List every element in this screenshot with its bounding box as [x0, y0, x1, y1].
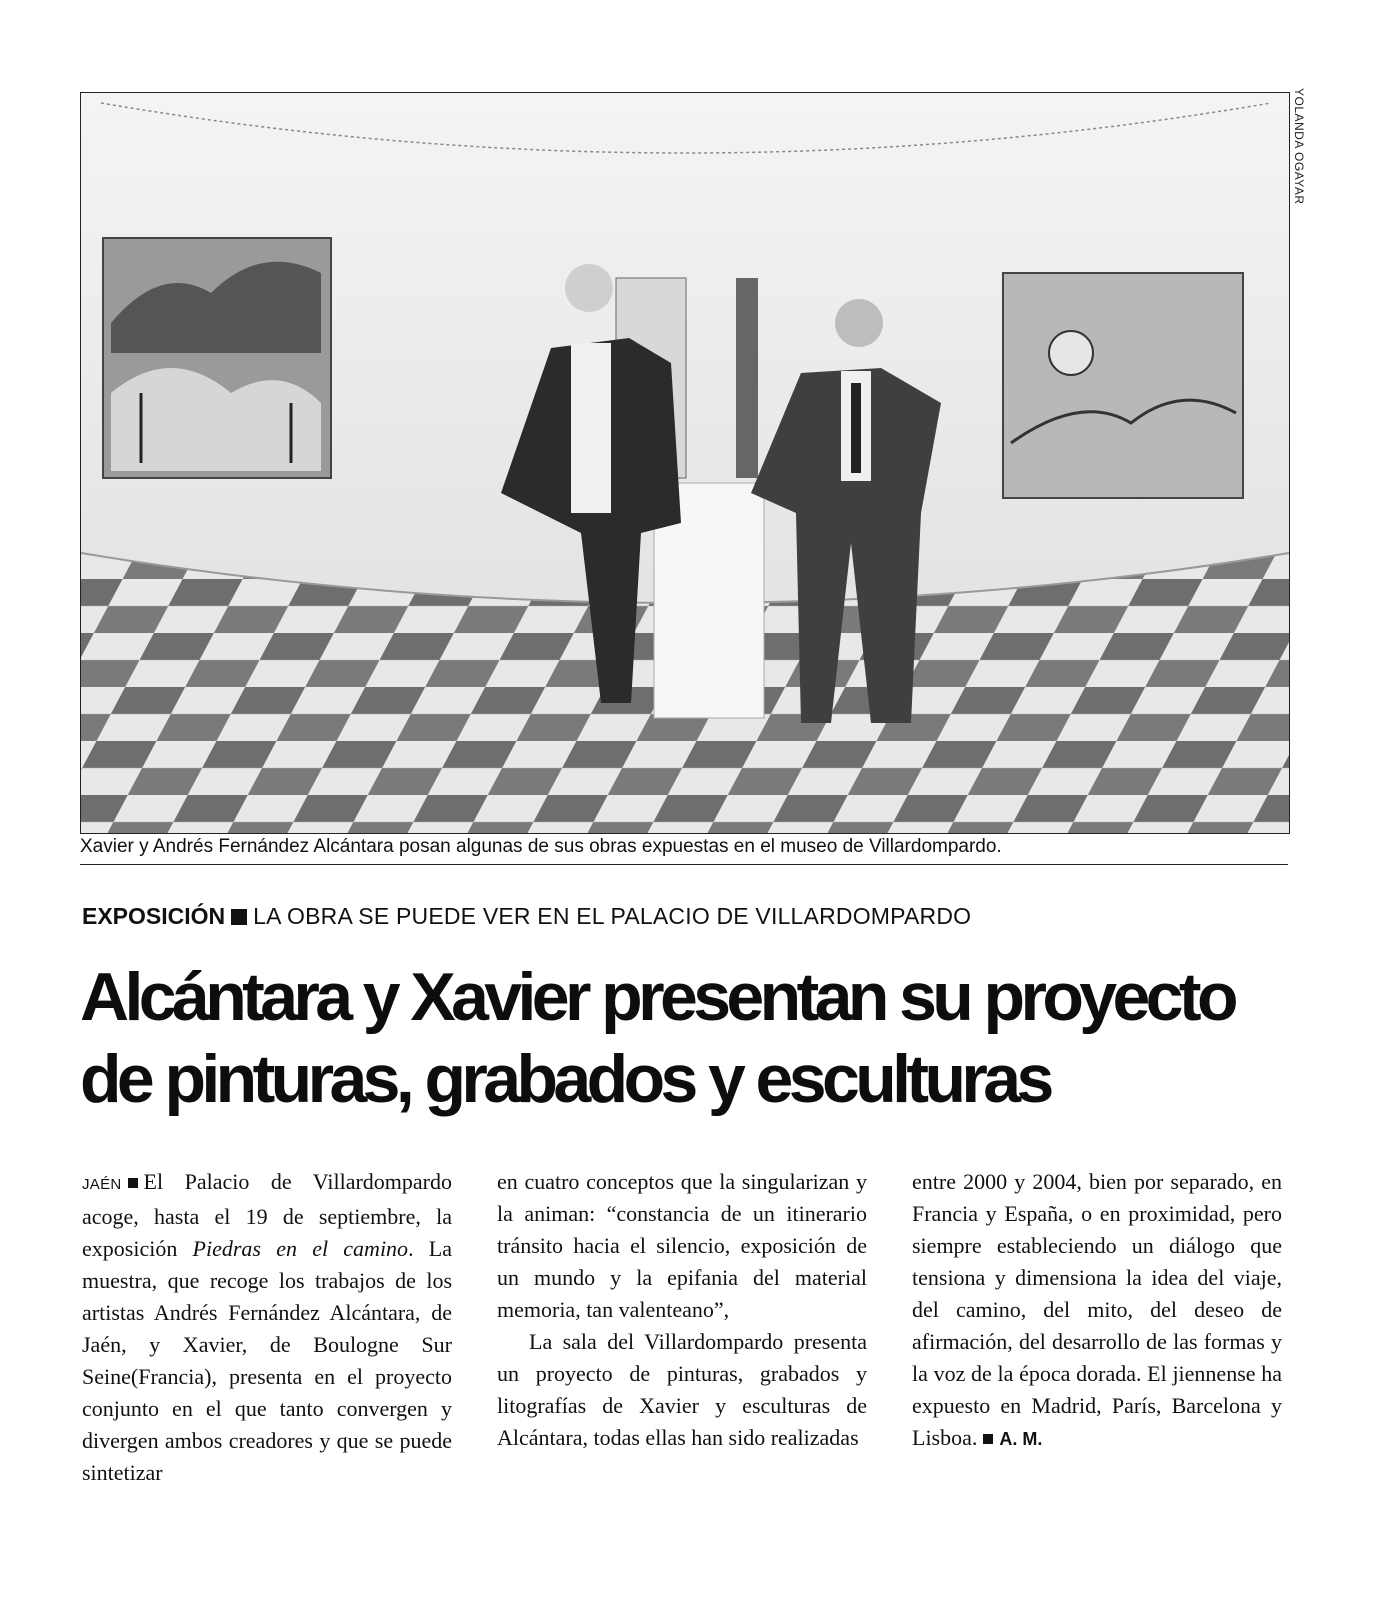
square-bullet-icon — [983, 1434, 993, 1444]
article-column-2 — [497, 1166, 867, 1454]
article-paragraph-continued — [912, 1166, 1282, 1455]
caption-divider — [80, 864, 1288, 865]
article-paragraph — [82, 1166, 452, 1489]
article-paragraph: La sala del Villardompardo presenta un proyecto de pinturas, grabados y litografías de Xavier y esculturas de Alcántara, todas ellas han sido realizadas — [497, 1329, 867, 1450]
photo-caption: Xavier y Andrés Fernández Alcántara posan algunas de sus obras expuestas en el museo de Villardompardo. — [80, 836, 1002, 857]
body-text: . La muestra, que recoge los trabajos de los artistas Andrés Fernández Alcántara, de Jaén, y Xavier, de Boulogne Sur Seine(Francia), presenta en el proyecto conjunto en el que tanto convergen y divergen ambos creadores y que se puede sintetizar — [82, 1236, 452, 1485]
article-column-3 — [912, 1166, 1282, 1455]
headline-line-1: Alcántara y Xavier presentan su proyecto — [80, 959, 1234, 1035]
headline-line-2: de pinturas, grabados y esculturas — [80, 1041, 1050, 1117]
article-photo — [80, 92, 1290, 834]
photo-credit: YOLANDA OGAYAR — [1292, 88, 1306, 205]
dateline-city: JAÉN — [82, 1176, 122, 1193]
section-kicker — [82, 903, 971, 930]
exhibition-title: Piedras en el camino — [192, 1236, 409, 1261]
body-text: El Palacio de Villardompardo acoge, hasta el 19 de septiembre, la exposición — [82, 1169, 452, 1261]
article-column-1 — [82, 1166, 452, 1489]
article-paragraph-continued: en cuatro conceptos que la singularizan y la animan: “constancia de un itinerario tránsito hacia el silencio, exposición de un mundo y la epifania del material memoria, tan valenteano”, — [497, 1169, 867, 1322]
headline — [80, 956, 1310, 1120]
square-bullet-icon — [231, 909, 247, 925]
kicker-label: EXPOSICIÓN — [82, 903, 226, 929]
square-bullet-icon — [128, 1178, 138, 1188]
kicker-subtitle: LA OBRA SE PUEDE VER EN EL PALACIO DE VILLARDOMPARDO — [253, 903, 972, 929]
body-text: entre 2000 y 2004, bien por separado, en Francia y España, o en proximidad, pero siempre estableciendo un diálogo que tensiona y dimensiona la idea del viaje, del camino, del mito, del deseo de afirmación, del desarrollo de las formas y la voz de la época dorada. El jiennense ha expuesto en Madrid, París, Barcelona y Lisboa. — [912, 1169, 1282, 1450]
author-signature: A. M. — [999, 1429, 1043, 1449]
